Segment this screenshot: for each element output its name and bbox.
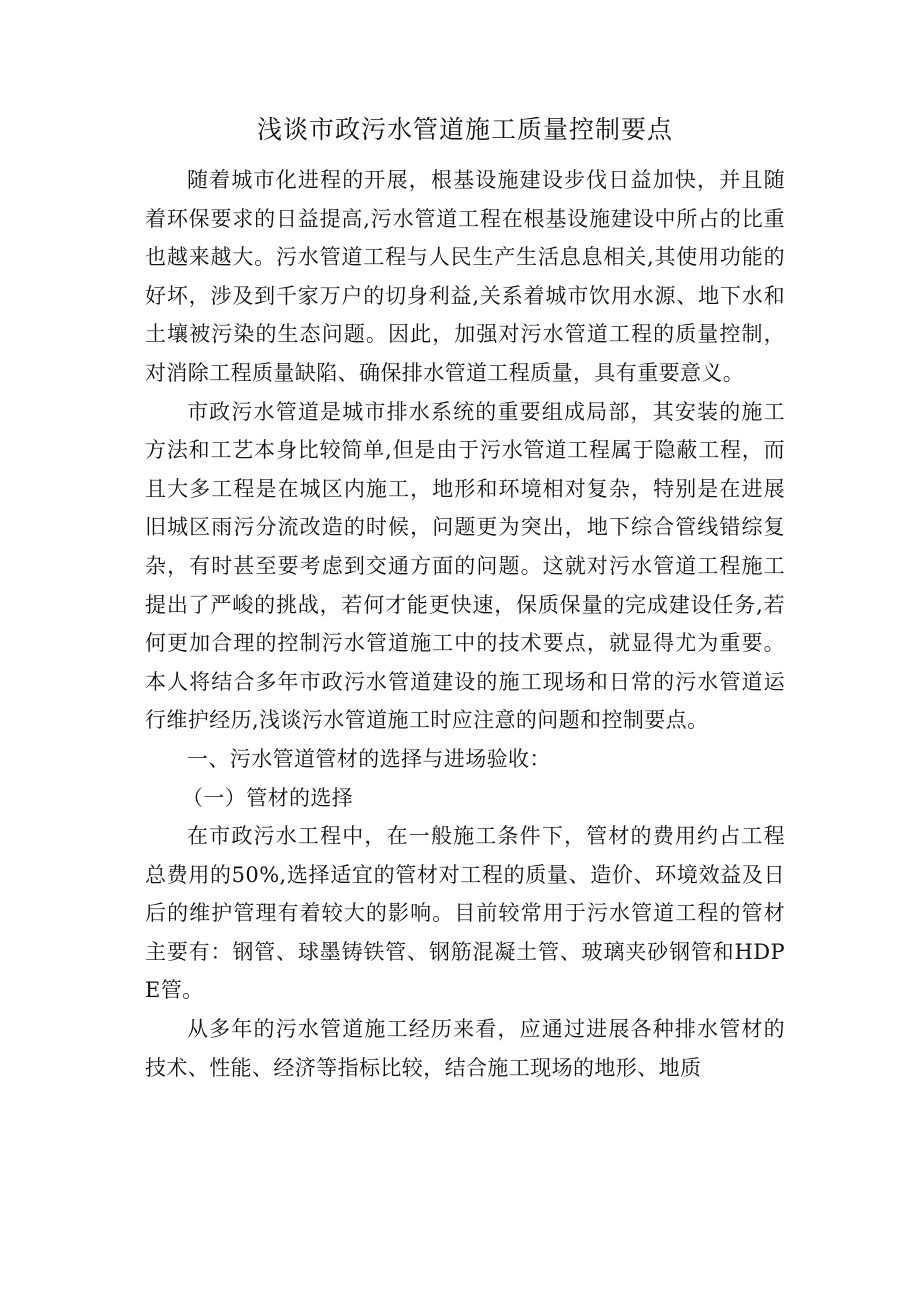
pipe-material-paragraph: 在市政污水工程中，在一般施工条件下，管材的费用约占工程总费用的50%,选择适宜的管材对工程的质量、造价、环境效益及日后的维护管理有着较大的影响。目前较常用于污水管道工程的管材主要有：钢管、球墨铸铁管、钢筋混凝土管、玻璃夹砂钢管和HDPE管。 bbox=[145, 824, 785, 1003]
subsection-heading: （一）管材的选择 bbox=[182, 785, 354, 810]
document-title: 浅谈市政污水管道施工质量控制要点 bbox=[256, 115, 673, 144]
document-body bbox=[145, 105, 785, 1087]
background-paragraph: 市政污水管道是城市排水系统的重要组成局部，其安装的施工方法和工艺本身比较简单,但是由于污水管道工程属于隐蔽工程，而且大多工程是在城区内施工，地形和环境相对复杂，特别是在进展旧城区雨污分流改造的时候，问题更为突出，地下综合管线错综复杂，有时甚至要考虑到交通方面的问题。这就对污水管道工程施工提出了严峻的挑战，若何才能更快速，保质保量的完成建设任务,若何更加合理的控制污水管道施工中的技术要点，就显得尤为重要。本人将结合多年市政污水管道建设的施工现场和日常的污水管道运行维护经历,浅谈污水管道施工时应注意的问题和控制要点。 bbox=[145, 399, 785, 733]
pipe-selection-paragraph: 从多年的污水管道施工经历来看，应通过进展各种排水管材的技术、性能、经济等指标比较，结合施工现场的地形、地质 bbox=[145, 1017, 785, 1080]
intro-paragraph: 随着城市化进程的开展，根基设施建设步伐日益加快，并且随着环保要求的日益提高,污水管道工程在根基设施建设中所占的比重也越来越大。污水管道工程与人民生产生活息息相关,其使用功能的好坏，涉及到千家万户的切身利益,关系着城市饮用水源、地下水和土壤被污染的生态问题。因此，加强对污水管道工程的质量控制，对消除工程质量缺陷、确保排水管道工程质量，具有重要意义。 bbox=[145, 168, 785, 385]
section-heading: 一、污水管道管材的选择与进场验收： bbox=[187, 746, 551, 771]
